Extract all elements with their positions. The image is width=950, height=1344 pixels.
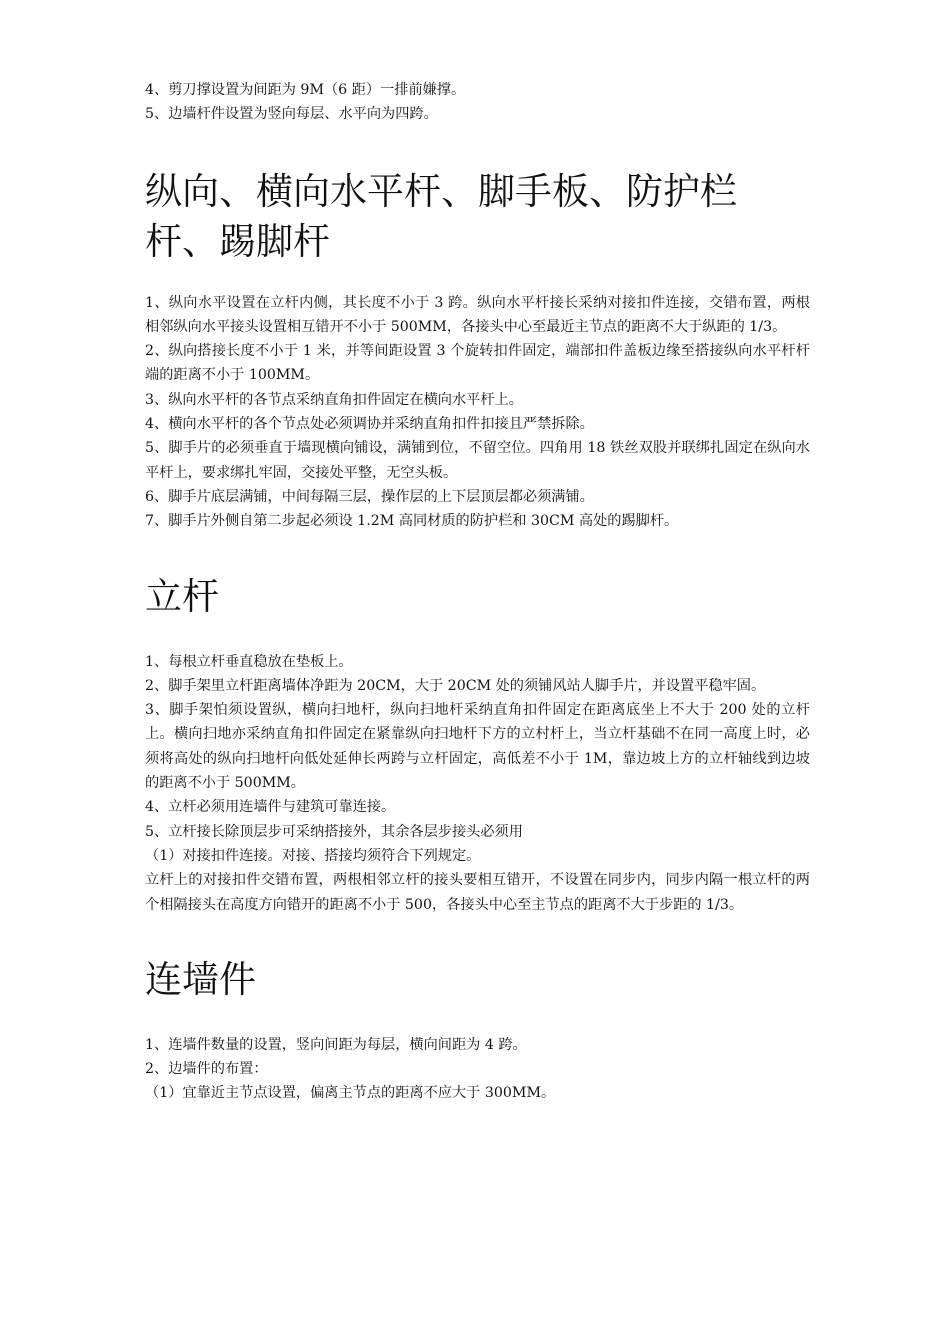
list-item: 2、脚手架里立杆距离墙体净距为 20CM，大于 20CM 处的须铺风站人脚手片，并设置平稳牢固。	[145, 677, 766, 694]
list-item: 2、边墙件的布置：	[145, 1061, 268, 1078]
list-item: 3、纵向水平杆的各节点采纳直角扣件固定在横向水平杆上。	[145, 391, 523, 408]
list-item: 5、边墙杆件设置为竖向每层、水平向为四跨。	[145, 106, 438, 123]
list-item: 3、脚手架怕须设置纵，横向扫地杆，纵向扫地杆采纳直角扣件固定在距离底坐上不大于 200 处的立杆上。横向扫地亦采纳直角扣件固定在紧靠纵向扫地杆下方的立村杆上，当立杆基础不在同一高度上时，必须将高处的纵向扫地杆向低处延伸长两跨与立杆固定，高低差不小于 1M，靠边坡上方的立杆轴线到边坡的距离不小于 500MM。	[145, 702, 810, 792]
list-item: （1）宜靠近主节点设置，偏离主节点的距离不应大于 300MM。	[145, 1085, 556, 1102]
list-item: 1、每根立杆垂直稳放在垫板上。	[145, 653, 353, 670]
list-item: 4、横向水平杆的各个节点处必须调协并采纳直角扣件扣接且严禁拆除。	[145, 416, 594, 433]
list-item: 立杆上的对接扣件交错布置，两根相邻立杆的接头要相互错开，不设置在同步内，同步内隔一根立杆的两个相隔接头在高度方向错开的距离不小于 500，各接头中心至主节点的距离不大于步距的 1/3。	[145, 872, 810, 913]
section-heading-horizontal-bars: 纵向、横向水平杆、脚手板、防护栏杆、踢脚杆	[145, 169, 737, 263]
section-heading-upright-poles: 立杆	[145, 574, 219, 618]
document-page	[145, 78, 810, 1106]
list-item: 4、立杆必须用连墙件与建筑可靠连接。	[145, 799, 396, 816]
list-item: 1、纵向水平设置在立杆内侧，其长度不小于 3 跨。纵向水平杆接长采纳对接扣件连接，交错布置，两根相邻纵向水平接头设置相互错开不小于 500MM，各接头中心至最近主节点的距离不大于纵距的 1/3。	[145, 294, 810, 335]
list-item: 7、脚手片外侧自第二步起必须设 1.2M 高同材质的防护栏和 30CM 高处的踢脚杆。	[145, 513, 679, 530]
section-heading-wall-ties: 连墙件	[145, 957, 256, 1001]
list-item: （1）对接扣件连接。对接、搭接均须符合下列规定。	[145, 847, 481, 864]
list-item: 6、脚手片底层满铺，中间每隔三层，操作层的上下层顶层都必须满铺。	[145, 488, 594, 505]
list-item: 5、立杆接长除顶层步可采纳搭接外，其余各层步接头必须用	[145, 823, 523, 840]
section-body-wall-ties	[145, 1033, 810, 1106]
intro-list	[145, 78, 810, 127]
list-item: 4、剪刀撑设置为间距为 9M（6 距）一排前嫌撑。	[145, 82, 466, 98]
list-item: 1、连墙件数量的设置，竖向间距为每层，横向间距为 4 跨。	[145, 1036, 527, 1053]
list-item: 2、纵向搭接长度不小于 1 米，并等间距设置 3 个旋转扣件固定，端部扣件盖板边缘至搭接纵向水平杆杆端的距离不小于 100MM。	[145, 343, 810, 384]
list-item: 5、脚手片的必须垂直于墙现横向铺设，满铺到位，不留空位。四角用 18 铁丝双股并联绑扎固定在纵向水平杆上，要求绑扎牢固，交接处平整，无空头板。	[145, 440, 810, 481]
section-body-upright-poles	[145, 650, 810, 917]
section-body-horizontal-bars	[145, 291, 810, 534]
